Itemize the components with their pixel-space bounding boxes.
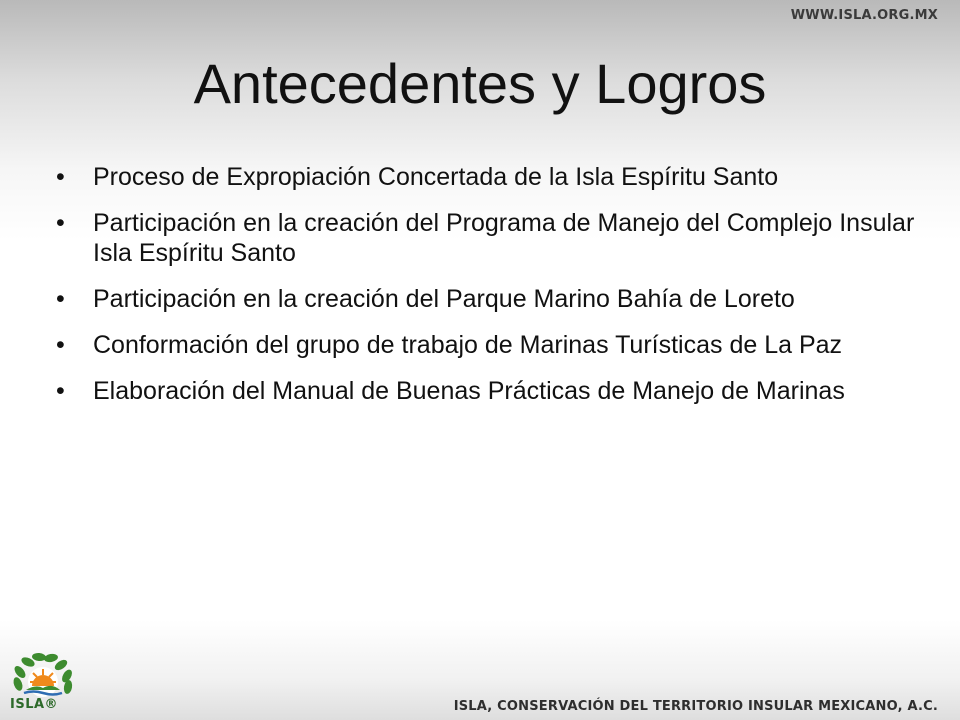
bullet-item [56, 162, 916, 192]
bullet-text: Participación en la creación del Parque Marino Bahía de Loreto [93, 285, 795, 313]
bullet-icon: • [56, 163, 65, 191]
bullet-text: Proceso de Expropiación Concertada de la Isla Espíritu Santo [93, 163, 779, 191]
bullet-list [56, 162, 916, 422]
bullet-text: Participación en la creación del Programa de Manejo del Complejo Insular Isla Espíritu Santo [93, 209, 915, 267]
bullet-text: Conformación del grupo de trabajo de Marinas Turísticas de La Paz [93, 331, 843, 359]
organization-name: ISLA, CONSERVACIÓN DEL TERRITORIO INSULAR MEXICANO, A.C. [453, 699, 938, 714]
bullet-icon: • [56, 285, 65, 313]
bullet-item [56, 376, 916, 406]
bullet-icon: • [56, 377, 65, 405]
bullet-text: Elaboración del Manual de Buenas Prácticas de Manejo de Marinas [93, 377, 845, 405]
bullet-icon: • [56, 331, 65, 359]
bullet-item [56, 208, 916, 268]
isla-logo-text: ISLA® [10, 697, 59, 712]
bullet-icon: • [56, 209, 65, 237]
bullet-item [56, 330, 916, 360]
website-url: WWW.ISLA.ORG.MX [790, 8, 938, 23]
bullet-item [56, 284, 916, 314]
slide-title: Antecedentes y Logros [193, 52, 767, 115]
